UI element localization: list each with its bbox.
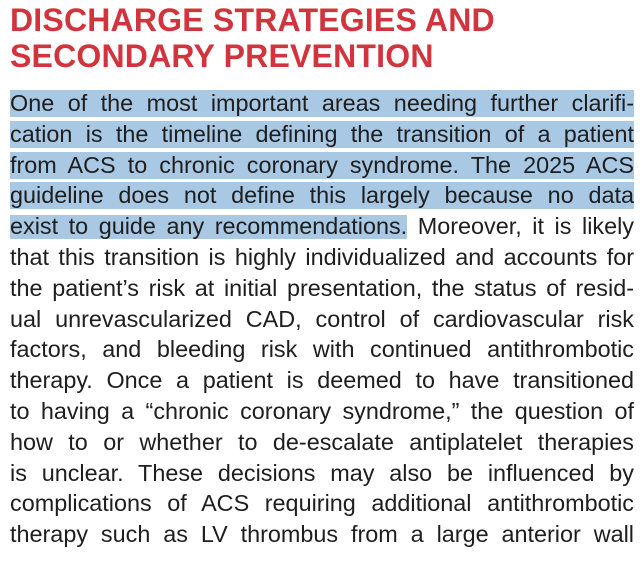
text-line[interactable]: is unclear. These decisions may also be influenced by bbox=[10, 459, 634, 486]
text-line[interactable]: complications of ACS requiring additional antithrombotic bbox=[10, 490, 634, 517]
text-line-highlighted[interactable]: One of the most important areas needing further clarifi- bbox=[10, 88, 634, 119]
text-line-highlighted[interactable]: cation is the timeline defining the transition of a patient bbox=[10, 119, 634, 150]
text-line[interactable]: that this transition is highly individualized and accounts for bbox=[10, 243, 634, 270]
article-page bbox=[10, 0, 634, 550]
text-line[interactable]: the patient’s risk at initial presentation, the status of resid- bbox=[10, 274, 634, 301]
highlighted-text-end[interactable]: exist to guide any recommendations. bbox=[10, 213, 408, 240]
text-line[interactable]: how to or whether to de-escalate antiplatelet therapies bbox=[10, 428, 634, 455]
text-line[interactable]: to having a “chronic coronary syndrome,” the question of bbox=[10, 397, 634, 424]
section-heading-line-2: SECONDARY PREVENTION bbox=[10, 38, 434, 74]
text-line-highlighted[interactable]: from ACS to chronic coronary syndrome. The 2025 ACS bbox=[10, 150, 634, 181]
section-heading bbox=[10, 2, 634, 74]
text-line[interactable]: therapy. Once a patient is deemed to have transitioned bbox=[10, 367, 634, 394]
section-heading-line-1: DISCHARGE STRATEGIES AND bbox=[10, 2, 495, 38]
text-line[interactable]: factors, and bleeding risk with continued antithrombotic bbox=[10, 336, 634, 363]
text-after-highlight[interactable]: Moreover, it is likely bbox=[407, 213, 634, 240]
text-line-highlighted[interactable]: guideline does not define this largely because no data bbox=[10, 180, 634, 211]
text-line-partial-highlight[interactable] bbox=[10, 211, 634, 242]
text-line[interactable]: therapy such as LV thrombus from a large anterior wall bbox=[10, 521, 634, 548]
body-paragraph[interactable] bbox=[10, 88, 634, 550]
text-line[interactable]: ual unrevascularized CAD, control of cardiovascular risk bbox=[10, 305, 634, 332]
